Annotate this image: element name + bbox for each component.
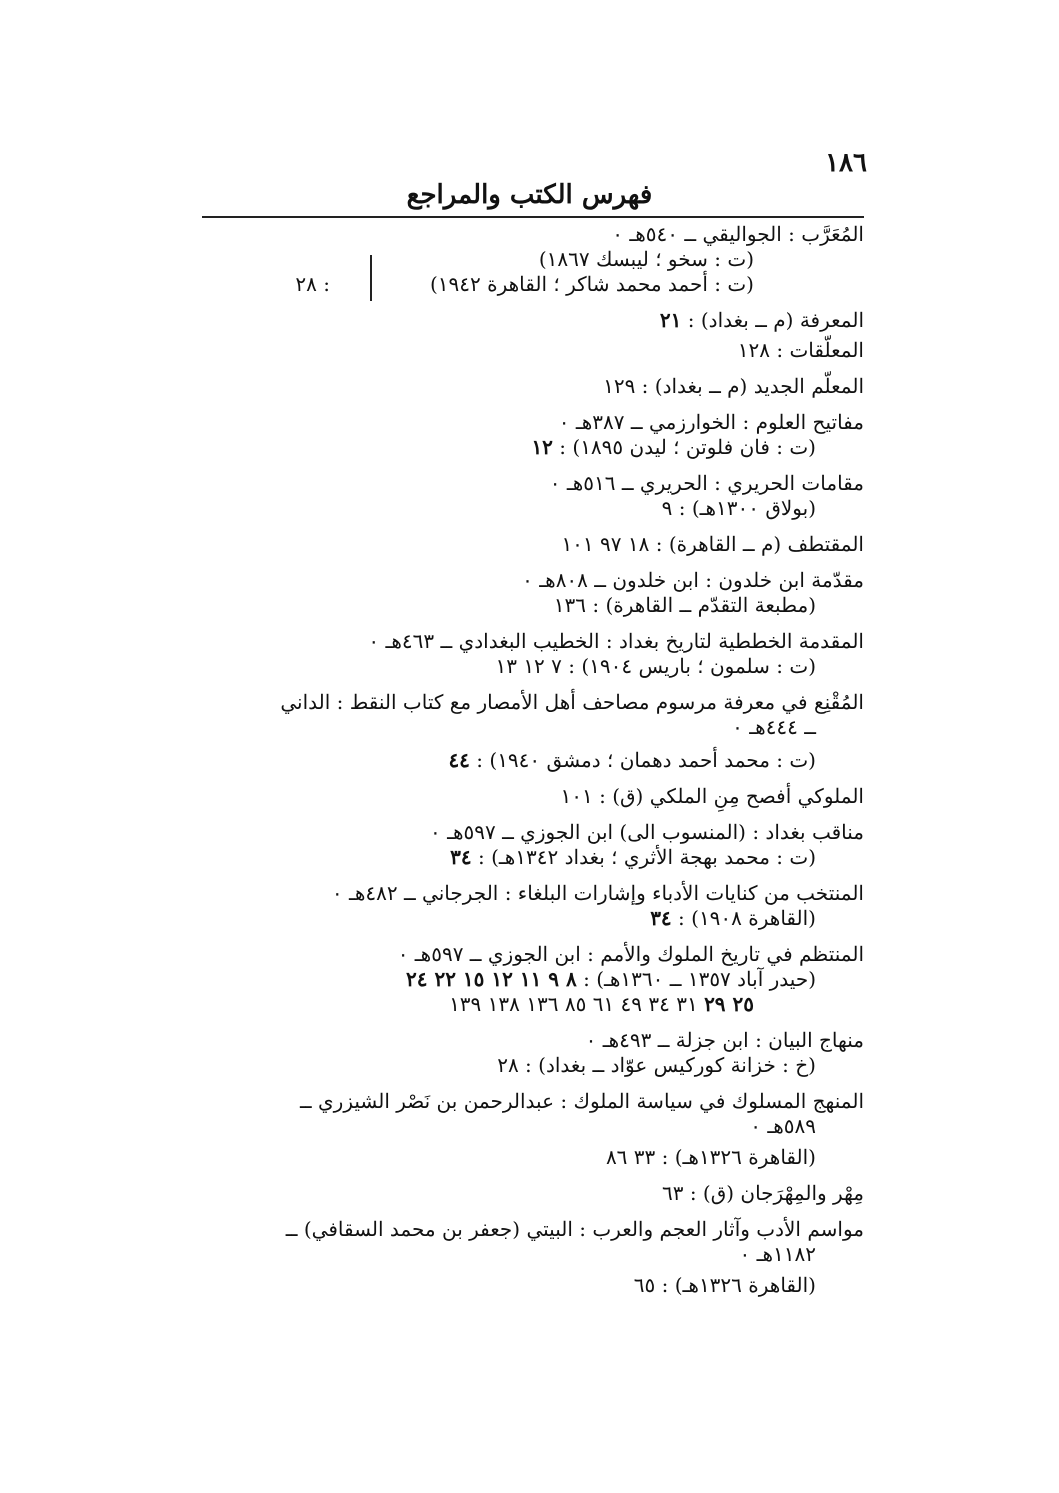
entry-heading: المنتخب من كنايات الأدباء وإشارات البلغاء : الجرجاني ــ ٤٨٢هـ ٠ (331, 881, 864, 905)
entry-heading: المعلّم الجديد (م ــ بغداد) : ١٢٩ (603, 374, 864, 398)
entry-heading-cont: ــ ٤٤٤هـ ٠ (732, 715, 816, 739)
index-entry (192, 374, 864, 399)
entry-heading: منهاج البيان : ابن جزلة ــ ٤٩٣هـ ٠ (585, 1028, 864, 1052)
entry-edition: (القاهرة ١٩٠٨) : (678, 906, 816, 930)
entry-heading: المنهج المسلوك في سياسة الملوك : عبدالرحمن بن نَصْر الشيزري ــ (299, 1089, 864, 1113)
entry-edition: (ت : أحمد محمد شاكر ؛ القاهرة ١٩٤٢) (429, 272, 754, 296)
entry-heading: مناقب بغداد : (المنسوب الى) ابن الجوزي ــ ٥٩٧هـ ٠ (429, 820, 864, 844)
index-entry (192, 784, 864, 809)
index-entry (192, 881, 864, 931)
entry-heading: المنتظم في تاريخ الملوك والأمم : ابن الجوزي ــ ٥٩٧هـ ٠ (397, 942, 864, 966)
index-entry (192, 410, 864, 460)
index-entry (192, 1089, 864, 1170)
entry-pages: ٢٥ ٢٩ (704, 992, 754, 1016)
index-entry (192, 532, 864, 557)
entry-heading: مِهْر والمِهْرَجان (ق) : ٦٣ (661, 1181, 864, 1205)
index-entry (192, 308, 864, 333)
entry-pages: : ٢٨ (295, 272, 330, 296)
entry-heading: مفاتيح العلوم : الخوارزمي ــ ٣٨٧هـ ٠ (558, 410, 864, 434)
entry-heading: مقامات الحريري : الحريري ــ ٥١٦هـ ٠ (549, 471, 864, 495)
entry-heading: المُقْنِع في معرفة مرسوم مصاحف أهل الأمصار مع كتاب النقط : الداني (280, 690, 864, 714)
entry-pages: ٣٤ (450, 845, 472, 869)
entry-edition: (ت : محمد بهجة الأثري ؛ بغداد ١٣٤٢هـ) : (477, 845, 816, 869)
index-entry (192, 629, 864, 679)
entry-edition: (بولاق ١٣٠٠هـ) : ٩ (661, 496, 816, 520)
entry-edition: (حيدر آباد ١٣٥٧ ــ ١٣٦٠هـ) : (583, 967, 816, 991)
index-entry (192, 338, 864, 363)
entry-heading: المُعَرَّب : الجواليقي ــ ٥٤٠هـ ٠ (612, 222, 864, 246)
entry-heading: المعلّقات : ١٢٨ (737, 338, 864, 362)
entry-heading: مواسم الأدب وآثار العجم والعرب : البيتي (جعفر بن محمد السقافي) ــ (285, 1217, 864, 1241)
entry-edition: (ت : سخو ؛ ليبسك ١٨٦٧) (538, 247, 754, 271)
entry-edition: (ت : سلمون ؛ باريس ١٩٠٤) : ٧ ١٢ ١٣ (495, 654, 816, 678)
entry-edition: (مطبعة التقدّم ــ القاهرة) : ١٣٦ (553, 593, 816, 617)
entry-heading-cont: ٥٨٩هـ ٠ (750, 1114, 816, 1138)
entry-heading: الملوكي أفصح مِنِ الملكي (ق) : ١٠١ (560, 784, 864, 808)
entry-heading: المقتطف (م ــ القاهرة) : ١٨ ٩٧ ١٠١ (561, 532, 864, 556)
entry-edition: (القاهرة ١٣٢٦هـ) : ٦٥ (633, 1273, 816, 1297)
entry-edition: (القاهرة ١٣٢٦هـ) : ٣٣ ٨٦ (605, 1145, 816, 1169)
page-title: فهرس الكتب والمراجع (406, 180, 653, 210)
index-entry (192, 820, 864, 870)
index-entry (192, 222, 864, 297)
entry-edition: (ت : محمد أحمد دهمان ؛ دمشق ١٩٤٠) : (476, 748, 816, 772)
index-list (192, 222, 864, 1309)
index-entry (192, 690, 864, 773)
bracket-divider (370, 255, 372, 301)
entry-pages: ٣٤ (650, 906, 672, 930)
index-entry (192, 1028, 864, 1078)
index-entry (192, 1217, 864, 1298)
index-entry (192, 1181, 864, 1206)
index-entry (192, 942, 864, 1017)
entry-heading: المعرفة (م ــ بغداد) : (687, 308, 864, 332)
entry-pages: ٤٤ (448, 748, 470, 772)
index-entry (192, 471, 864, 521)
page-number: ١٨٦ (825, 148, 867, 178)
entry-pages: ٢١ (659, 308, 682, 332)
entry-heading: مقدّمة ابن خلدون : ابن خلدون ــ ٨٠٨هـ ٠ (522, 568, 864, 592)
index-entry (192, 568, 864, 618)
entry-heading: المقدمة الخططية لتاريخ بغداد : الخطيب البغدادي ــ ٤٦٣هـ ٠ (368, 629, 864, 653)
entry-pages: ١٢ (531, 435, 553, 459)
entry-pages: ٣١ ٣٤ ٤٩ ٦١ ٨٥ ١٣٦ ١٣٨ ١٣٩ (449, 992, 698, 1016)
entry-heading-cont: ١١٨٢هـ ٠ (739, 1242, 816, 1266)
entry-pages: ٨ ٩ ١١ ١٢ ١٥ ٢٢ ٢٤ (406, 967, 577, 991)
entry-edition: (خ : خزانة كوركيس عوّاد ــ بغداد) : ٢٨ (497, 1053, 816, 1077)
entry-edition: (ت : فان فلوتن ؛ ليدن ١٨٩٥) : (559, 435, 816, 459)
header-rule (202, 216, 864, 218)
